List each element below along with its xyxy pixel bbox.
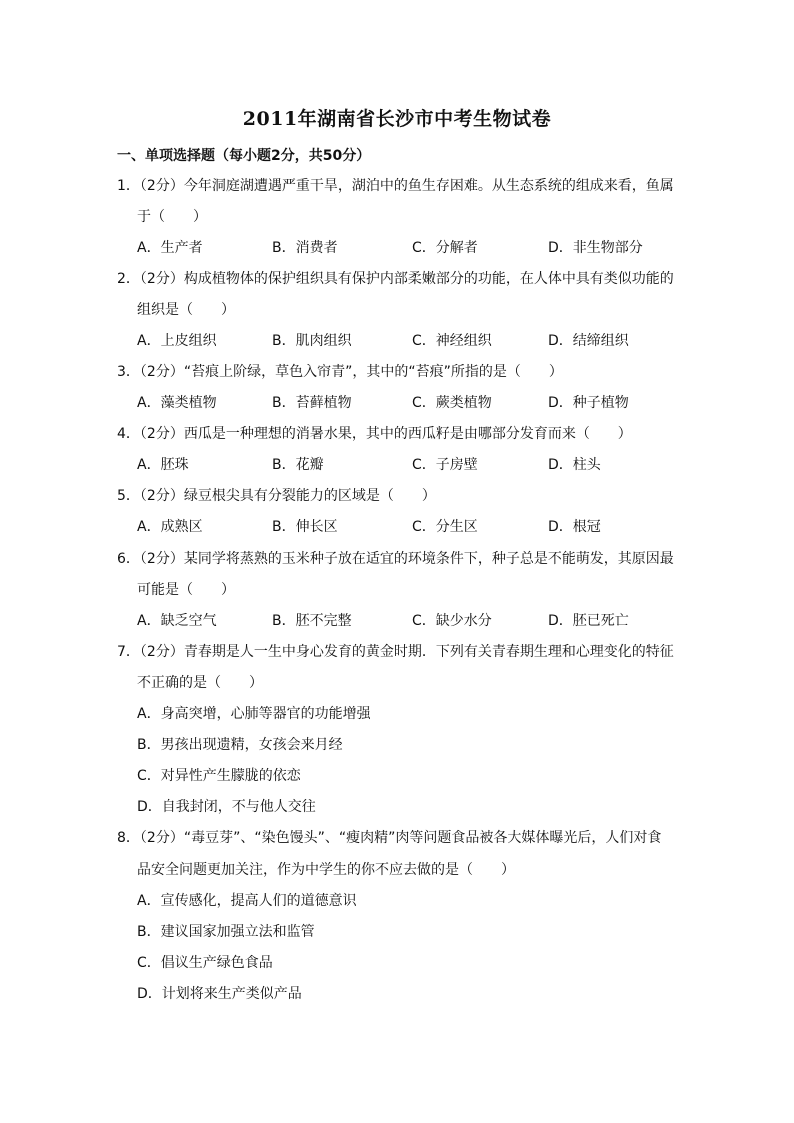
option-b: B．建议国家加强立法和监管 [137, 924, 315, 940]
option-b: B．肌肉组织 [272, 333, 352, 349]
question-2-line-1: 2．（2分）构成植物体的保护组织具有保护内部柔嫩部分的功能，在人体中具有类似功能的 [117, 271, 674, 287]
option-c: C．蕨类植物 [412, 395, 492, 411]
exam-title: 2011年湖南省长沙市中考生物试卷 [242, 108, 552, 130]
option-a: A．身高突增，心肺等器官的功能增强 [137, 706, 371, 722]
option-b: B．男孩出现遗精，女孩会来月经 [137, 737, 343, 753]
question-7-line-2: 不正确的是（ ） [137, 675, 263, 691]
option-b: B．胚不完整 [272, 613, 352, 629]
option-c: C．神经组织 [412, 333, 492, 349]
option-a: A．成熟区 [137, 519, 203, 535]
question-6-line-1: 6．（2分）某同学将蒸熟的玉米种子放在适宜的环境条件下，种子总是不能萌发，其原因最 [117, 551, 674, 567]
option-a: A．上皮组织 [137, 333, 217, 349]
option-c: C．分解者 [412, 240, 478, 256]
option-d: D．自我封闭，不与他人交往 [137, 799, 316, 815]
option-c: C．子房壁 [412, 457, 478, 473]
option-b: B．花瓣 [272, 457, 324, 473]
option-d: D．非生物部分 [548, 240, 643, 256]
question-2-line-2: 组织是（ ） [137, 302, 235, 318]
option-d: D．胚已死亡 [548, 613, 629, 629]
question-8-line-1: 8．（2分）“毒豆芽”、“染色馒头”、“瘦肉精”肉等问题食品被各大媒体曝光后，人们对食 [117, 830, 662, 846]
option-c: C．分生区 [412, 519, 478, 535]
option-b: B．苔藓植物 [272, 395, 352, 411]
option-c: C．缺少水分 [412, 613, 492, 629]
option-a: A．藻类植物 [137, 395, 217, 411]
question-1-line-1: 1．（2分）今年洞庭湖遭遇严重干旱，湖泊中的鱼生存困难。从生态系统的组成来看，鱼属 [117, 178, 674, 194]
option-d: D．柱头 [548, 457, 601, 473]
option-d: D．计划将来生产类似产品 [137, 986, 302, 1002]
question-1-line-2: 于（ ） [137, 209, 207, 225]
option-b: B．伸长区 [272, 519, 338, 535]
option-a: A．胚珠 [137, 457, 189, 473]
option-d: D．结缔组织 [548, 333, 629, 349]
question-6-line-2: 可能是（ ） [137, 582, 235, 598]
question-5-line-1: 5．（2分）绿豆根尖具有分裂能力的区域是（ ） [117, 488, 436, 504]
option-d: D．根冠 [548, 519, 601, 535]
option-c: C．对异性产生朦胧的依恋 [137, 768, 301, 784]
question-8-line-2: 品安全问题更加关注，作为中学生的你不应去做的是（ ） [137, 862, 515, 878]
option-a: A．宣传感化，提高人们的道德意识 [137, 893, 357, 909]
option-a: A．缺乏空气 [137, 613, 217, 629]
option-c: C．倡议生产绿色食品 [137, 955, 273, 971]
option-d: D．种子植物 [548, 395, 629, 411]
question-3-line-1: 3．（2分）“苔痕上阶绿，草色入帘青”，其中的“苔痕”所指的是（ ） [117, 364, 563, 380]
option-a: A．生产者 [137, 240, 203, 256]
question-4-line-1: 4．（2分）西瓜是一种理想的消暑水果，其中的西瓜籽是由哪部分发育而来（ ） [117, 426, 632, 442]
option-b: B．消费者 [272, 240, 338, 256]
section-heading: 一、单项选择题（每小题2分，共50分） [117, 148, 371, 164]
question-7-line-1: 7．（2分）青春期是人一生中身心发育的黄金时期．下列有关青春期生理和心理变化的特征 [117, 644, 674, 660]
